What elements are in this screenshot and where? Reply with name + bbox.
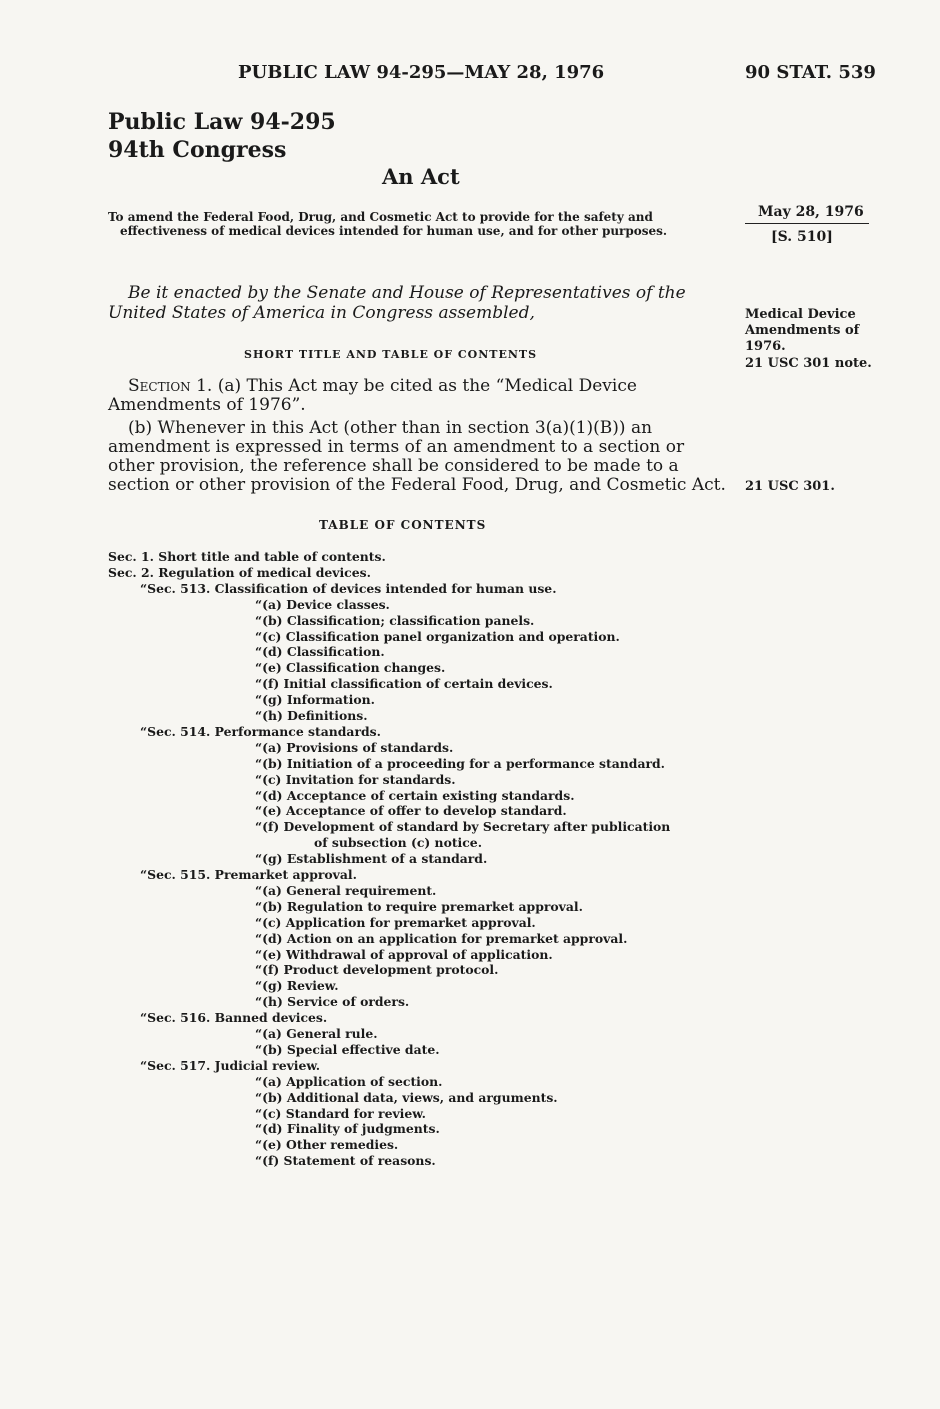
toc-entry: “(c) Standard for review. [255, 1105, 426, 1121]
toc-entry: “(h) Service of orders. [255, 994, 410, 1010]
toc-entry: “(h) Definitions. [255, 708, 368, 723]
section-1-a [108, 377, 728, 415]
toc-entry: “(c) Invitation for standards. [255, 771, 456, 787]
running-title: PUBLIC LAW 94-295—MAY 28, 1976 [238, 62, 605, 83]
toc-entry: “(e) Withdrawal of approval of application. [255, 946, 553, 962]
section-1-label: Section 1. [128, 376, 213, 396]
margin-note-short-title-l1: Medical Device [745, 307, 856, 322]
toc-entry: Sec. 1. Short title and table of contents. [108, 549, 386, 564]
toc-entry: “(e) Classification changes. [255, 660, 446, 676]
toc-entry: “(b) Special effective date. [255, 1041, 440, 1057]
toc-entry: “(f) Initial classification of certain devices. [255, 676, 553, 692]
toc-entry: “(f) Statement of reasons. [255, 1153, 436, 1169]
toc-entry: “(a) Provisions of standards. [255, 739, 454, 755]
toc-entry: “(a) General requirement. [255, 882, 437, 898]
short-title-heading: SHORT TITLE AND TABLE OF CONTENTS [244, 348, 538, 361]
toc-entry: “(a) Device classes. [255, 596, 390, 612]
toc-entry: “(c) Classification panel organization and operation. [255, 628, 620, 644]
toc-entry: Sec. 2. Regulation of medical devices. [108, 564, 371, 580]
toc-entry: “(a) Application of section. [255, 1073, 443, 1089]
toc-entry: “Sec. 515. Premarket approval. [140, 867, 357, 882]
toc-entry: “(g) Establishment of a standard. [255, 851, 488, 867]
margin-date: May 28, 1976 [758, 204, 864, 220]
section-1-a-text: (a) This Act may be cited as the “Medical Device Amendments of 1976”. [108, 376, 637, 415]
margin-note-short-title-l3: 1976. [745, 339, 786, 354]
toc-entry: “(b) Initiation of a proceeding for a performance standard. [255, 755, 665, 771]
toc-entry: of subsection (c) notice. [314, 835, 483, 851]
toc-entry: “(b) Additional data, views, and arguments. [255, 1089, 558, 1105]
congress: 94th Congress [108, 137, 287, 163]
margin-note-usc-301: 21 USC 301. [745, 479, 835, 494]
toc-entry: “(d) Finality of judgments. [255, 1121, 440, 1137]
toc-entry: “(b) Regulation to require premarket approval. [255, 898, 583, 914]
toc-entry: “(c) Application for premarket approval. [255, 914, 536, 930]
margin-date-rule [745, 223, 869, 224]
margin-bill: [S. 510] [771, 229, 833, 245]
toc-entry: “Sec. 517. Judicial review. [140, 1057, 321, 1073]
toc-entry: “(b) Classification; classification panels. [255, 612, 535, 628]
margin-note-short-title-l2: Amendments of [745, 323, 860, 338]
stat-page: 90 STAT. 539 [745, 62, 876, 83]
toc-entry: “(g) Review. [255, 978, 339, 994]
toc-entry: “Sec. 516. Banned devices. [140, 1010, 328, 1026]
margin-note-usc-note: 21 USC 301 note. [745, 356, 872, 371]
law-number: Public Law 94-295 [108, 109, 336, 135]
toc-entry: “(g) Information. [255, 692, 375, 708]
toc-entry: “(e) Acceptance of offer to develop standard. [255, 803, 567, 819]
toc-entry: “(d) Action on an application for premarket approval. [255, 930, 628, 946]
enacting-clause: Be it enacted by the Senate and House of Representatives of the United States of America in Congress assembled, [108, 283, 686, 323]
toc-entry: “(f) Product development protocol. [255, 962, 499, 978]
toc-entry: “(d) Classification. [255, 644, 385, 660]
section-1-b: (b) Whenever in this Act (other than in section 3(a)(1)(B)) an amendment is expressed in terms of an amendment to a section or other provision, the reference shall be considered to be made to a section or other provision of the Federal Food, Drug, and Cosmetic Act. [108, 418, 726, 495]
toc-entry: “Sec. 513. Classification of devices intended for human use. [140, 580, 557, 596]
toc-entry: “(e) Other remedies. [255, 1137, 399, 1153]
toc-entry: “(f) Development of standard by Secretary after publication [255, 819, 671, 835]
act-purpose: To amend the Federal Food, Drug, and Cosmetic Act to provide for the safety and effectiveness of medical devices intended for human use, and for other purposes. [108, 210, 668, 238]
toc-entry: “(a) General rule. [255, 1026, 378, 1041]
toc-entry: “Sec. 514. Performance standards. [140, 723, 381, 739]
act-title: An Act [382, 164, 460, 189]
toc-entry: “(d) Acceptance of certain existing standards. [255, 787, 575, 803]
toc-heading: TABLE OF CONTENTS [319, 518, 487, 532]
